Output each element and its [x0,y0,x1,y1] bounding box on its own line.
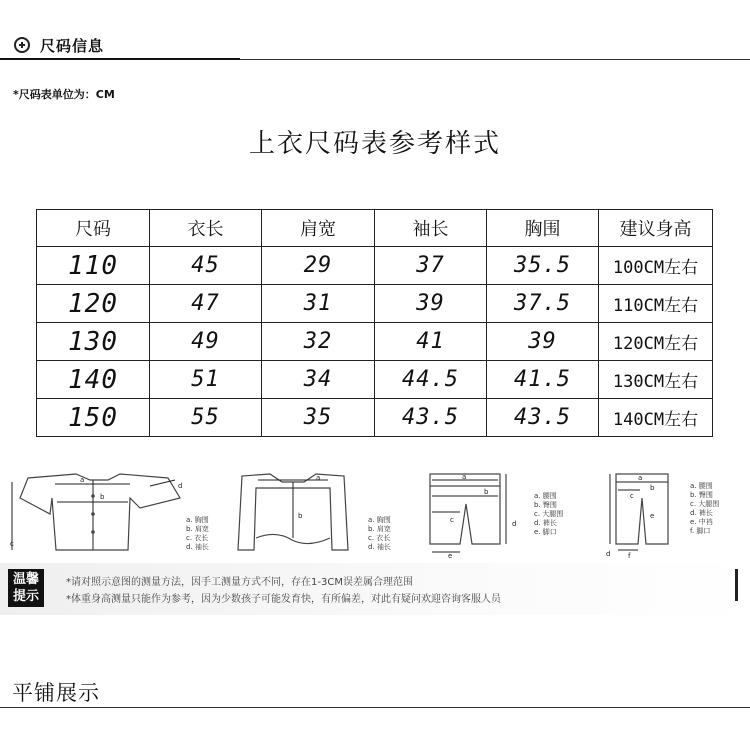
tips-divider [735,569,738,601]
cell-shoulder: 29 [262,247,375,285]
section-header [0,0,750,62]
cell-chest: 39 [487,323,599,361]
cell-chest: 37.5 [487,285,599,323]
cell-height: 140CM左右 [599,399,713,437]
cell-sleeve: 41 [375,323,487,361]
unit-note: *尺码表单位为：CM [13,88,115,101]
diagram-letter: c [630,492,634,500]
cell-sleeve: 37 [375,247,487,285]
cell-length: 47 [150,285,262,323]
cell-chest: 35.5 [487,247,599,285]
table-row [37,285,713,323]
header-chest: 胸围 [487,210,599,247]
cell-chest: 43.5 [487,399,599,437]
table-header-row [37,210,713,247]
diagram-letter: d [512,520,517,528]
diagram-letter: a [462,473,467,481]
tips-line-1: *请对照示意图的测量方法，因手工测量方式不同，存在1-3CM误差属合理范围 [66,577,413,588]
diagram-letter: f [628,552,631,560]
diagram-letter: a [80,476,85,484]
diagram-letter: b [650,484,655,492]
plus-circle-icon [14,37,30,53]
cell-size: 110 [37,247,150,285]
cell-sleeve: 43.5 [375,399,487,437]
flat-display-divider [0,707,750,708]
shorts-diagram [422,468,532,560]
cell-shoulder: 31 [262,285,375,323]
diagram-letter: a [316,474,321,482]
cell-shoulder: 32 [262,323,375,361]
diagram-letter: b [484,488,489,496]
cell-shoulder: 35 [262,399,375,437]
header-divider-thin [240,59,750,60]
diagram-letter: c [450,516,454,524]
shirt-back-diagram [228,468,368,560]
cell-sleeve: 39 [375,285,487,323]
tips-line-2: *体重身高测量只能作为参考，因为少数孩子可能发育快，有所偏差，对此有疑问欢迎咨询客服人员 [66,594,501,605]
shirt-back-legend: a. 胸围 b. 肩宽 c. 衣长 d. 袖长 [368,516,391,551]
table-row [37,323,713,361]
table-row [37,247,713,285]
shirt-front-legend: a. 胸围 b. 肩宽 c. 衣长 d. 袖长 [186,516,209,551]
trousers-legend: a. 腰围 b. 臀围 c. 大腿围 d. 裤长 e. 中裆 f. 脚口 [690,482,720,535]
cell-length: 51 [150,361,262,399]
cell-shoulder: 34 [262,361,375,399]
tips-badge: 温馨 提示 [8,569,44,607]
table-row [37,399,713,437]
cell-size: 120 [37,285,150,323]
cell-length: 45 [150,247,262,285]
cell-height: 120CM左右 [599,323,713,361]
table-title: 上衣尺码表参考样式 [248,129,501,159]
cell-height: 100CM左右 [599,247,713,285]
header-shoulder: 肩宽 [262,210,375,247]
cell-height: 130CM左右 [599,361,713,399]
diagram-letter: d [606,550,611,558]
tips-panel [0,563,750,615]
cell-height: 110CM左右 [599,285,713,323]
measurement-diagrams [0,468,750,560]
flat-display-title: 平铺展示 [12,681,100,705]
shorts-legend: a. 腰围 b. 臀围 c. 大腿围 d. 裤长 e. 脚口 [534,492,564,536]
header-divider-thick [0,58,240,60]
shirt-front-diagram [10,468,190,560]
diagram-letter: b [298,512,303,520]
diagram-letter: c [10,540,14,548]
trousers-diagram [606,468,686,560]
section-title: 尺码信息 [40,37,105,55]
diagram-letter: e [448,552,453,560]
diagram-letter: a [638,474,643,482]
size-table [36,209,713,437]
header-length: 衣长 [150,210,262,247]
header-height: 建议身高 [599,210,713,247]
cell-size: 130 [37,323,150,361]
cell-size: 150 [37,399,150,437]
cell-size: 140 [37,361,150,399]
cell-sleeve: 44.5 [375,361,487,399]
diagram-letter: b [100,493,105,501]
table-row [37,361,713,399]
cell-length: 55 [150,399,262,437]
diagram-letter: d [178,482,183,490]
diagram-letter: e [650,512,655,520]
cell-chest: 41.5 [487,361,599,399]
cell-length: 49 [150,323,262,361]
header-sleeve: 袖长 [375,210,487,247]
header-size: 尺码 [37,210,150,247]
